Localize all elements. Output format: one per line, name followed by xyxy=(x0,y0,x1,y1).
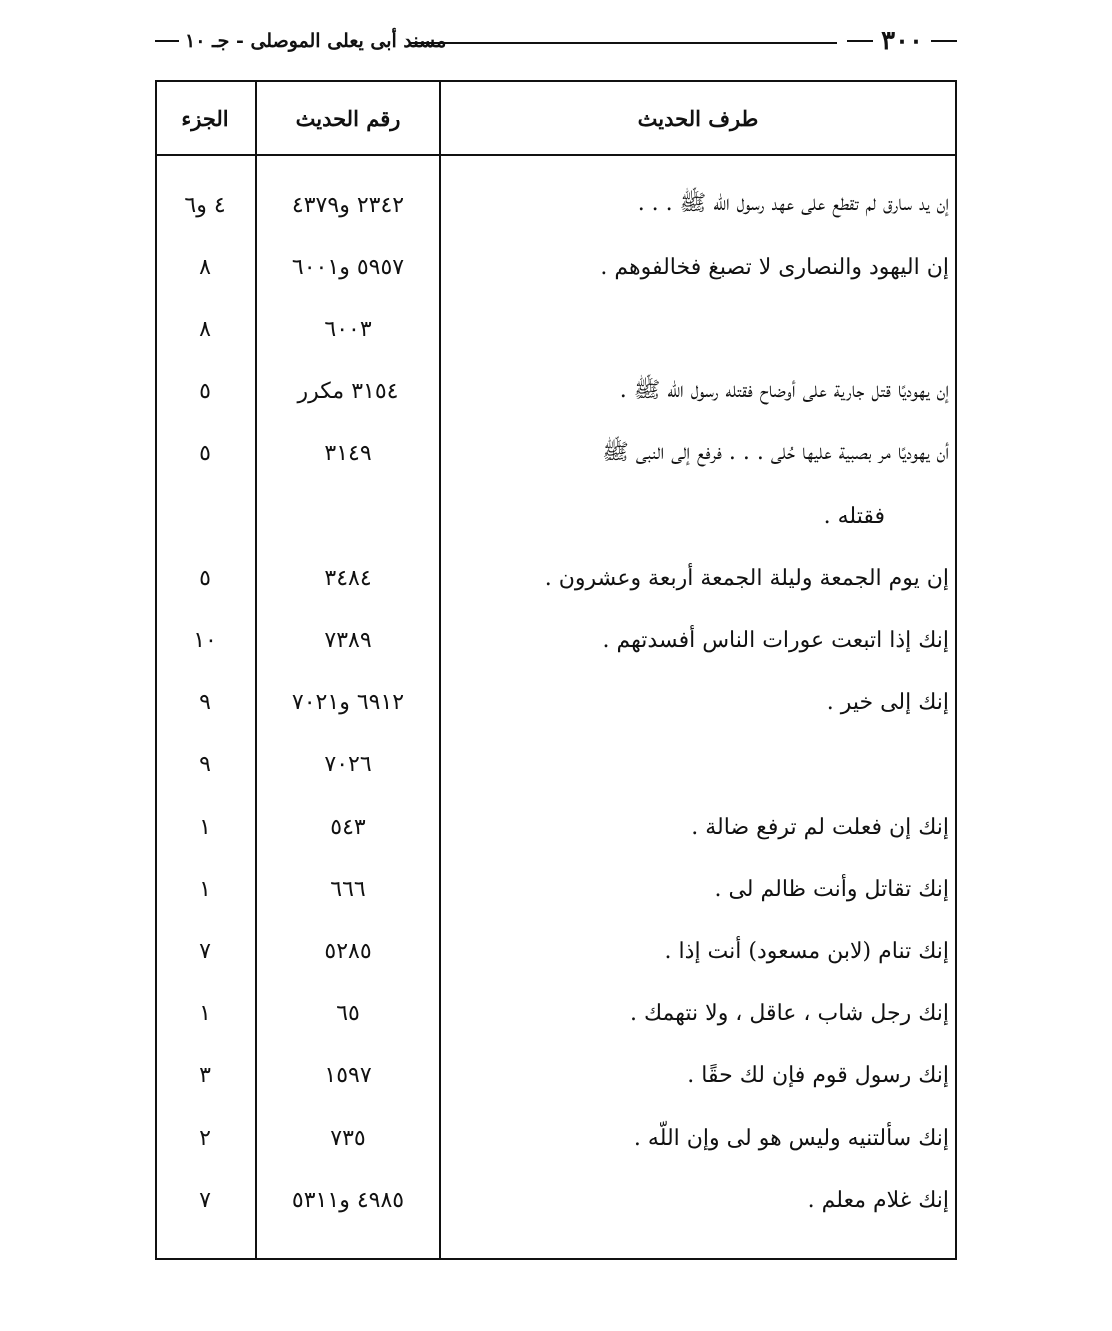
header-dash xyxy=(931,40,957,42)
hadith-number-cell: ٧٣٥ xyxy=(330,1125,366,1151)
header-rule xyxy=(410,42,837,44)
hadith-text-cell: إنك سألتنيه وليس هو لى وإن اللّه . xyxy=(633,1125,949,1151)
hadith-text-cell: إنك إلى خير . xyxy=(826,690,949,716)
volume-cell: ٧ xyxy=(199,1187,211,1213)
table-row xyxy=(157,796,955,858)
table-row xyxy=(157,423,955,485)
table-row xyxy=(157,1107,955,1169)
volume-cell: ٨ xyxy=(199,254,211,280)
volume-cell: ٣ xyxy=(199,1063,211,1089)
table-row xyxy=(157,174,955,236)
table-row xyxy=(157,983,955,1045)
hadith-number-cell: ٦٥ xyxy=(336,1001,360,1027)
running-title xyxy=(155,30,446,52)
table-row xyxy=(157,1169,955,1231)
volume-cell: ١٠ xyxy=(193,627,217,653)
table-row xyxy=(157,361,955,423)
column-header-hadith-number: رقم الحديث xyxy=(295,105,401,131)
table-row xyxy=(157,920,955,982)
hadith-text-cell: إنك غلام معلم . xyxy=(807,1187,949,1213)
table-row xyxy=(157,547,955,609)
hadith-text-cell: إن يهوديًا قتل جارية على أوضاح فقتله رسول اللّه ﷺ . xyxy=(619,377,949,403)
table-header-row xyxy=(157,82,955,156)
table-row xyxy=(157,485,955,547)
header-dash xyxy=(155,40,179,42)
volume-cell: ٢ xyxy=(199,1125,211,1151)
volume-cell: ١ xyxy=(199,814,211,840)
hadith-number-cell: ٤٩٨٥ و٥٣١١ xyxy=(291,1187,405,1213)
volume-cell: ٧ xyxy=(199,938,211,964)
hadith-number-cell: ٧٣٨٩ xyxy=(324,627,372,653)
hadith-text-cell: إنك تقاتل وأنت ظالم لى . xyxy=(714,876,949,902)
hadith-number-cell: ٥٢٨٥ xyxy=(324,938,372,964)
hadith-number-cell: ٣٤٨٤ xyxy=(324,565,372,591)
hadith-number-cell: ٦٠٠٣ xyxy=(324,316,372,342)
volume-cell: ٩ xyxy=(199,690,211,716)
hadith-text-cell: فقتله . xyxy=(823,503,885,529)
volume-cell xyxy=(155,485,255,547)
table-row xyxy=(157,1045,955,1107)
volume-cell: ٥ xyxy=(199,441,211,467)
volume-cell: ٨ xyxy=(199,316,211,342)
volume-cell: ١ xyxy=(199,876,211,902)
hadith-number-cell: ٢٣٤٢ و٤٣٧٩ xyxy=(291,192,405,218)
hadith-text-cell: إن يوم الجمعة وليلة الجمعة أربعة وعشرون . xyxy=(544,565,949,591)
hadith-number-cell: ١٥٩٧ xyxy=(324,1063,372,1089)
hadith-number-cell: ٥٩٥٧ و٦٠٠١ xyxy=(291,254,405,280)
column-header-hadith-text: طرف الحديث xyxy=(637,105,759,131)
hadith-number-cell: ٦٦٦ xyxy=(330,876,366,902)
volume-cell: ٥ xyxy=(199,379,211,405)
table-row xyxy=(157,734,955,796)
page-number xyxy=(847,26,957,56)
volume-cell: ٥ xyxy=(199,565,211,591)
volume-cell: ٤ و٦ xyxy=(184,192,226,218)
running-title-text: مسند أبى يعلى الموصلى - جـ ١٠ xyxy=(185,30,447,52)
hadith-number-cell: ٥٤٣ xyxy=(330,814,366,840)
column-header-volume: الجزء xyxy=(181,105,229,131)
volume-cell: ١ xyxy=(199,1001,211,1027)
table-row xyxy=(157,609,955,671)
hadith-number-cell: ٣١٥٤ مكرر xyxy=(297,379,399,405)
hadith-index-table xyxy=(155,80,957,1260)
hadith-number-cell: ٦٩١٢ و٧٠٢١ xyxy=(291,690,405,716)
hadith-number-cell: ٧٠٢٦ xyxy=(324,752,372,778)
page-header xyxy=(155,22,957,66)
hadith-text-cell: إنك إن فعلت لم ترفع ضالة . xyxy=(691,814,949,840)
page-number-text: ٣٠٠ xyxy=(881,26,923,56)
volume-cell: ٩ xyxy=(199,752,211,778)
hadith-number-cell: ٣١٤٩ xyxy=(324,441,372,467)
table-row xyxy=(157,672,955,734)
table-row xyxy=(157,236,955,298)
hadith-text-cell: إنك رسول قوم فإن لك حقًا . xyxy=(687,1063,949,1089)
hadith-text-cell: إنك رجل شاب ، عاقل ، ولا نتهمك . xyxy=(630,1001,949,1027)
hadith-text-cell: أن يهوديًا مر بصبية عليها حُلى . . . فرفع إلى النبى ﷺ xyxy=(602,439,949,465)
table-row xyxy=(157,298,955,360)
table-row xyxy=(157,858,955,920)
hadith-text-cell: إن يد سارق لم تقطع على عهد رسول اللّه ﷺ . . . xyxy=(637,191,949,216)
header-dash xyxy=(847,40,873,42)
hadith-text-cell: إن اليهود والنصارى لا تصبغ فخالفوهم . xyxy=(600,254,949,280)
hadith-number-cell xyxy=(257,485,439,547)
hadith-text-cell: إنك تنام (لابن مسعود) أنت إذا . xyxy=(664,938,949,964)
hadith-text-cell xyxy=(441,734,955,796)
hadith-text-cell: إنك إذا اتبعت عورات الناس أفسدتهم . xyxy=(602,627,949,653)
hadith-text-cell xyxy=(441,298,955,360)
